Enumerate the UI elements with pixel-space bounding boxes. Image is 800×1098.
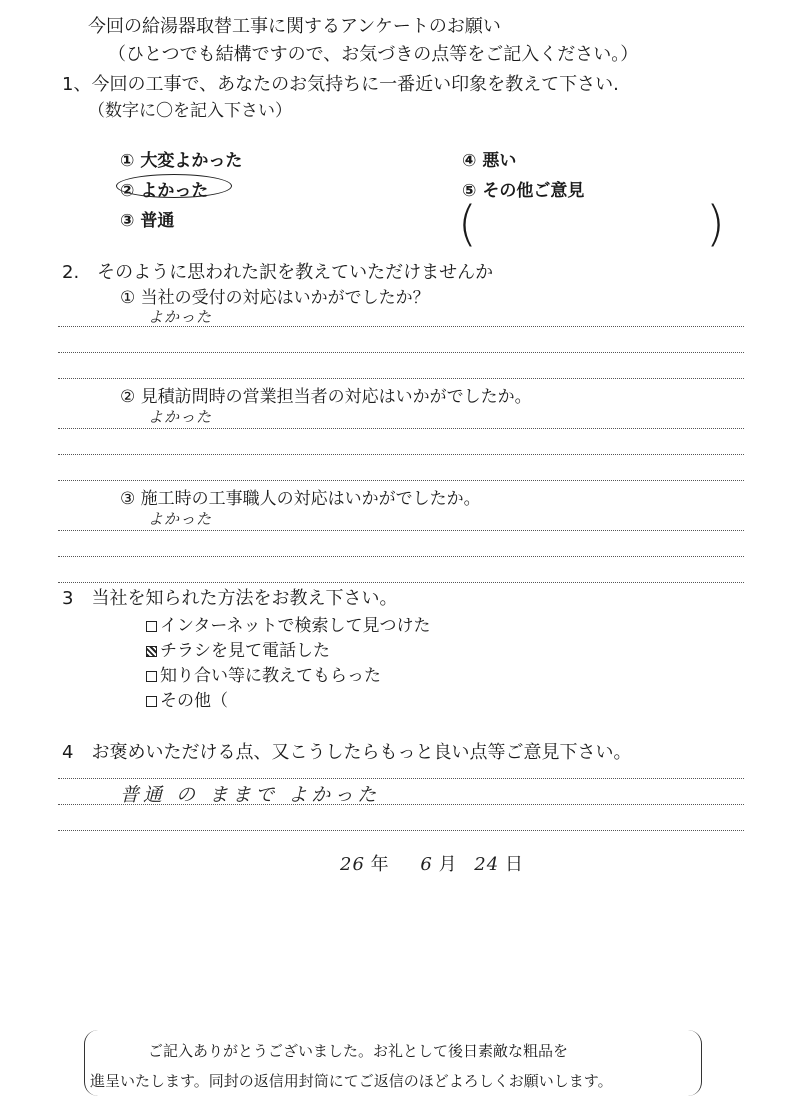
q2-question: 2. そのように思われた訳を教えていただけませんか bbox=[62, 262, 494, 283]
q1-option-5-num: ⑤ bbox=[462, 181, 477, 201]
q3-option-4-label: その他（ bbox=[160, 691, 228, 711]
q1-option-1[interactable] bbox=[120, 146, 242, 171]
answer-line bbox=[58, 804, 744, 805]
checkbox-unchecked[interactable] bbox=[146, 696, 157, 707]
checkbox-unchecked[interactable] bbox=[146, 671, 157, 682]
answer-line bbox=[58, 428, 744, 429]
q1-option-2-num: ② bbox=[120, 181, 135, 201]
q4-answer[interactable]: 普通 の ままで よかった bbox=[120, 784, 381, 806]
q1-other-close-paren: ) bbox=[706, 196, 725, 252]
answer-line bbox=[58, 378, 744, 379]
q4-question: 4 お褒めいただける点、又こうしたらもっと良い点等ご意見下さい。 bbox=[62, 742, 632, 763]
q3-option-1[interactable] bbox=[146, 611, 430, 636]
q2-sub3-answer[interactable]: よかった bbox=[148, 510, 213, 528]
q2-sub1-answer[interactable]: よかった bbox=[148, 308, 213, 326]
answer-line bbox=[58, 454, 744, 455]
checkbox-unchecked[interactable] bbox=[146, 621, 157, 632]
q3-option-4[interactable] bbox=[146, 686, 228, 711]
answer-line bbox=[58, 326, 744, 327]
q3-option-3[interactable] bbox=[146, 661, 381, 686]
q1-option-3-label: 普通 bbox=[140, 211, 175, 231]
footer-line2: 進呈いたします。同封の返信用封筒にてご返信のほどよろしくお願いします。 bbox=[90, 1072, 613, 1090]
survey-subtitle: （ひとつでも結構ですので、お気づきの点等をご記入ください。） bbox=[108, 44, 639, 65]
answer-line bbox=[58, 830, 744, 831]
q3-question: 3 当社を知られた方法をお教え下さい。 bbox=[62, 588, 398, 609]
survey-title: 今回の給湯器取替工事に関するアンケートのお願い bbox=[88, 16, 501, 37]
q1-other-open-paren: ( bbox=[458, 196, 477, 252]
q2-sub3-label: ③ 施工時の工事職人の対応はいかがでしたか。 bbox=[120, 489, 481, 509]
q2-sub1-label: ① 当社の受付の対応はいかがでしたか？ bbox=[120, 288, 430, 308]
q1-option-5[interactable] bbox=[462, 176, 584, 201]
q1-option-1-label: 大変よかった bbox=[140, 151, 243, 171]
answer-line bbox=[58, 530, 744, 531]
q1-option-1-num: ① bbox=[120, 151, 135, 171]
q1-option-4-label: 悪い bbox=[482, 151, 517, 171]
q1-instruction: （数字に〇を記入下さい） bbox=[88, 101, 292, 121]
date-field[interactable] bbox=[340, 850, 523, 876]
date-day: 24 bbox=[474, 854, 500, 875]
q3-option-2[interactable] bbox=[146, 636, 330, 661]
answer-line bbox=[58, 582, 744, 583]
date-month-unit: 月 bbox=[438, 854, 457, 875]
q3-option-2-label: チラシを見て電話した bbox=[160, 641, 330, 661]
q3-option-1-label: インターネットで検索して見つけた bbox=[160, 616, 431, 636]
q1-option-3-num: ③ bbox=[120, 211, 135, 231]
q1-option-5-label: その他ご意見 bbox=[482, 181, 585, 201]
q1-question: 1、今回の工事で、あなたのお気持ちに一番近い印象を教えて下さい. bbox=[62, 74, 619, 95]
date-day-unit: 日 bbox=[504, 854, 523, 875]
date-month: 6 bbox=[420, 854, 433, 875]
answer-line bbox=[58, 556, 744, 557]
answer-line bbox=[58, 480, 744, 481]
q2-sub2-answer[interactable]: よかった bbox=[148, 408, 213, 426]
answer-line bbox=[58, 778, 744, 779]
date-year: 26 bbox=[340, 854, 365, 875]
checkbox-checked[interactable] bbox=[146, 646, 157, 657]
footer-line1: ご記入ありがとうございました。お礼として後日素敵な粗品を bbox=[148, 1042, 569, 1060]
answer-line bbox=[58, 352, 744, 353]
q1-option-4-num: ④ bbox=[462, 151, 477, 171]
q1-selected-circle bbox=[116, 174, 232, 198]
q2-sub2-label: ② 見積訪問時の営業担当者の対応はいかがでしたか。 bbox=[120, 387, 532, 407]
q1-option-4[interactable] bbox=[462, 146, 516, 171]
q1-option-2-label: よかった bbox=[140, 181, 209, 201]
date-year-unit: 年 bbox=[370, 854, 389, 875]
q3-option-3-label: 知り合い等に教えてもらった bbox=[160, 666, 381, 686]
q1-option-3[interactable] bbox=[120, 206, 174, 231]
